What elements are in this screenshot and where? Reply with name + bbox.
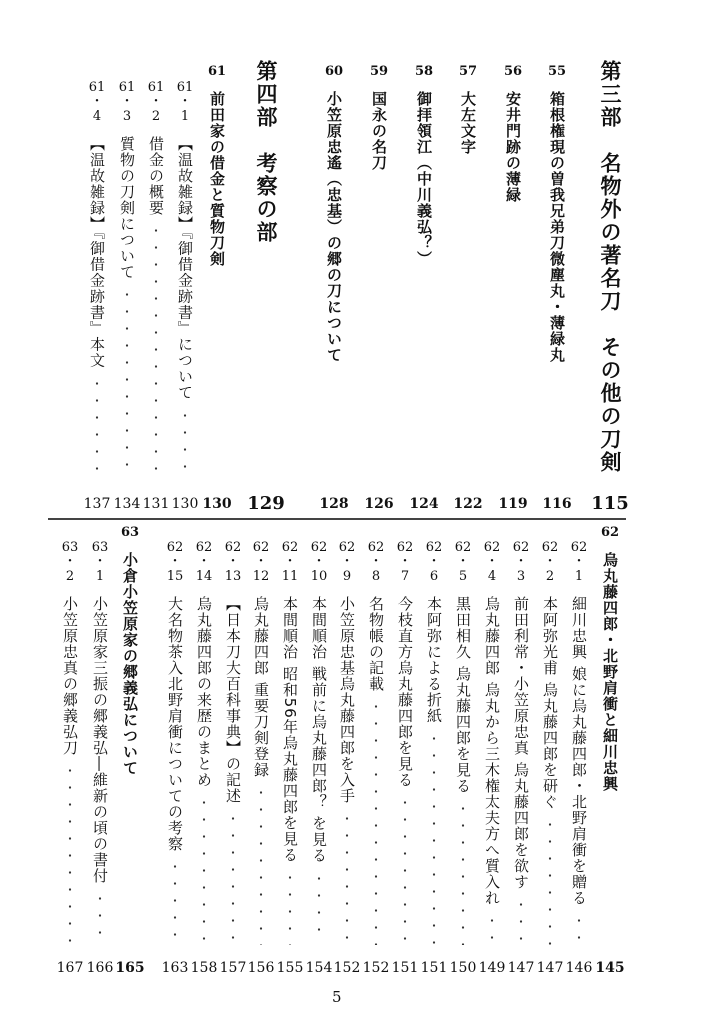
toc-entry[interactable] [142,80,170,478]
entry-number: 62 [454,540,472,555]
entry-number: 62 [310,540,328,555]
toc-entry[interactable] [190,540,218,945]
toc-entry[interactable] [247,540,275,945]
number-separator: ・ [149,94,163,109]
entry-number: 63 [91,540,109,555]
toc-entry[interactable] [391,540,419,945]
entry-title: 【温故雑録】『御借金跡書』本文 [88,136,106,369]
entry-title: 【日本刀大百科事典】の記述 [224,596,242,804]
page-reference: 129 [247,493,285,514]
subsection-number: 6 [429,569,439,584]
entry-number: 58 [414,64,434,79]
page-reference: 122 [453,496,483,512]
toc-entry[interactable] [320,64,348,363]
dot-leader [125,286,129,478]
toc-entry[interactable] [83,80,111,478]
entry-title: 今枝直方烏丸藤四郎を見る [396,596,414,788]
toc-entry[interactable] [410,64,438,267]
entry-number: 62 [252,540,270,555]
subsection-number: 2 [545,569,555,584]
dot-leader [173,858,177,945]
toc-entry[interactable] [536,540,564,945]
page-reference: 157 [219,960,247,976]
entry-number: 57 [458,64,478,79]
dot-leader [403,794,407,945]
page-reference: 158 [190,960,218,976]
subsection-number: 3 [122,109,132,124]
entry-number: 62 [600,525,620,540]
dot-leader [577,912,581,945]
toc-entry[interactable] [499,64,527,203]
dot-leader [519,896,523,945]
entry-number: 62 [483,540,501,555]
entry-title: 名物帳の記載 [367,596,385,692]
subsection-number: 4 [487,569,497,584]
subsection-number: 3 [516,569,526,584]
number-separator: ・ [226,554,240,569]
entry-title: 小笠原忠基烏丸藤四郎を入手 [338,596,356,804]
page-reference: 150 [449,960,477,976]
toc-entry[interactable] [56,540,84,945]
page-reference: 145 [595,960,625,976]
toc-entry[interactable] [252,60,280,244]
page-reference: 116 [542,496,572,512]
toc-entry[interactable] [454,64,482,155]
entry-title: 小笠原家三振の郷義弘―維新の頃の書付 [91,596,109,884]
dot-leader [202,794,206,945]
dot-leader [490,912,494,945]
dot-leader [374,698,378,945]
entry-title: 前田利常・小笠原忠真 烏丸藤四郎を欲す [512,596,530,890]
number-separator: ・ [90,94,104,109]
entry-title: 大名物茶入北野肩衝についての考察 [166,596,184,852]
entry-number: 63 [61,540,79,555]
subsection-number: 12 [252,569,270,584]
entry-title: 小笠原忠遙（忠基）の郷の刀について [325,91,343,363]
toc-entry[interactable] [116,525,144,776]
page-reference: 163 [161,960,189,976]
toc-entry[interactable] [449,540,477,945]
page-reference: 130 [171,496,199,512]
toc-entry[interactable] [333,540,361,945]
number-separator: ・ [340,554,354,569]
entry-title: 箱根権現の曽我兄弟刀微塵丸・薄緑丸 [548,91,566,363]
number-separator: ・ [312,554,326,569]
page-reference: 146 [565,960,593,976]
page-reference: 149 [478,960,506,976]
number-separator: ・ [283,554,297,569]
page-reference: 147 [507,960,535,976]
number-separator: ・ [63,554,77,569]
subsection-number: 9 [342,569,352,584]
entry-title: 前田家の借金と質物刀剣 [208,91,226,267]
toc-entry[interactable] [171,80,199,478]
page-reference: 166 [86,960,114,976]
entry-title: 黒田相久 烏丸藤四郎を見る [454,596,472,794]
number-separator: ・ [369,554,383,569]
entry-title: 大左文字 [459,91,477,155]
subsection-number: 8 [371,569,381,584]
section-divider [48,518,626,520]
entry-number: 55 [547,64,567,79]
entry-title: 烏丸藤四郎 烏丸から三木権太夫方へ質入れ [483,596,501,906]
subsection-number: 2 [65,569,75,584]
subsection-number: 7 [400,569,410,584]
dot-leader [154,222,158,478]
number-separator: ・ [197,554,211,569]
dot-leader [183,407,187,479]
toc-entry[interactable] [596,525,624,792]
subsection-number: 11 [281,569,299,584]
number-separator: ・ [572,554,586,569]
number-separator: ・ [514,554,528,569]
entry-number: 61 [176,80,194,95]
subsection-number: 5 [458,569,468,584]
entry-number: 56 [503,64,523,79]
page-reference: 131 [142,496,170,512]
page-reference: 130 [202,496,232,512]
entry-title: 小倉小笠原家の郷義弘について [121,552,139,776]
entry-number: 61 [147,80,165,95]
page-reference: 147 [536,960,564,976]
entry-title: 本阿弥光甫 烏丸藤四郎を研ぐ [541,596,559,810]
entry-title: 烏丸藤四郎・北野肩衝と細川忠興 [601,552,619,792]
entry-title: 細川忠興 娘に烏丸藤四郎・北野肩衝を贈る [570,596,588,906]
entry-title: 質物の刀剣について [118,136,136,280]
toc-entry[interactable] [276,540,304,945]
entry-title: 本間順治 戦前に烏丸藤四郎？ を見る [310,596,328,864]
entry-title: 本間順治 昭和56年烏丸藤四郎を見る [281,596,299,863]
page-reference: 134 [113,496,141,512]
subsection-number: 2 [151,109,161,124]
entry-number: 60 [324,64,344,79]
page-reference: 152 [333,960,361,976]
toc-entry[interactable] [365,64,393,171]
page-reference: 115 [591,493,629,514]
entry-title: 安井門跡の薄緑 [504,91,522,203]
subsection-number: 4 [92,109,102,124]
entry-title: 国永の名刀 [370,91,388,171]
entry-title: 小笠原忠真の郷義弘刀 [61,596,79,756]
entry-number: 62 [512,540,530,555]
page-reference: 137 [83,496,111,512]
page-reference: 152 [362,960,390,976]
number-separator: ・ [543,554,557,569]
number-separator: ・ [485,554,499,569]
page-reference: 124 [409,496,439,512]
page-reference: 165 [115,960,145,976]
number-separator: ・ [254,554,268,569]
number-separator: ・ [120,94,134,109]
entry-title: 第三部 名物外の著名刀 その他の刀剣 [598,60,622,474]
entry-title: 本阿弥による折紙 [425,596,443,724]
entry-number: 61 [88,80,106,95]
page-reference: 151 [391,960,419,976]
dot-leader [68,762,72,945]
toc-entry[interactable] [203,64,231,267]
dot-leader [317,870,321,945]
subsection-number: 1 [95,569,105,584]
number-separator: ・ [427,554,441,569]
entry-number: 62 [281,540,299,555]
number-separator: ・ [456,554,470,569]
toc-entry[interactable] [543,64,571,363]
number-separator: ・ [168,554,182,569]
toc-entry[interactable] [478,540,506,945]
page-reference: 156 [247,960,275,976]
page-reference: 155 [276,960,304,976]
subsection-number: 1 [180,109,190,124]
entry-number: 62 [570,540,588,555]
toc-entry[interactable] [305,540,333,945]
toc-entry[interactable] [596,60,624,474]
page-number: 5 [332,988,342,1006]
toc-entry[interactable] [86,540,114,945]
number-separator: ・ [398,554,412,569]
page-reference: 154 [305,960,333,976]
entry-title: 烏丸藤四郎 重要刀剣登録 [252,596,270,778]
entry-number: 62 [425,540,443,555]
entry-number: 62 [367,540,385,555]
entry-number: 63 [120,525,140,540]
dot-leader [98,890,102,945]
entry-number: 62 [195,540,213,555]
dot-leader [548,816,552,945]
toc-entry[interactable] [420,540,448,945]
subsection-number: 15 [166,569,184,584]
entry-number: 62 [224,540,242,555]
entry-number: 61 [118,80,136,95]
dot-leader [259,784,263,945]
toc-entry[interactable] [219,540,247,945]
page-reference: 151 [420,960,448,976]
entry-title: 借金の概要 [147,136,165,216]
number-separator: ・ [178,94,192,109]
subsection-number: 1 [574,569,584,584]
entry-title: 第四部 考察の部 [254,60,278,244]
dot-leader [231,810,235,945]
number-separator: ・ [93,554,107,569]
page-reference: 128 [319,496,349,512]
entry-number: 62 [338,540,356,555]
dot-leader [432,730,436,945]
subsection-number: 13 [224,569,242,584]
entry-title: 御拝領江（中川義弘？） [415,91,433,267]
toc-entry[interactable] [565,540,593,945]
toc-entry[interactable] [507,540,535,945]
dot-leader [345,810,349,945]
page-reference: 119 [498,496,528,512]
entry-number: 59 [369,64,389,79]
entry-number: 62 [396,540,414,555]
subsection-number: 14 [195,569,213,584]
dot-leader [461,800,465,945]
toc-entry[interactable] [161,540,189,945]
entry-number: 62 [541,540,559,555]
toc-entry[interactable] [362,540,390,945]
subsection-number: 10 [310,569,328,584]
toc-entry[interactable] [113,80,141,478]
entry-number: 62 [166,540,184,555]
entry-title: 【温故雑録】『御借金跡書』について [176,136,194,401]
page-reference: 126 [364,496,394,512]
dot-leader [95,375,99,479]
entry-number: 61 [207,64,227,79]
entry-title: 烏丸藤四郎の来歴のまとめ [195,596,213,788]
page-reference: 167 [56,960,84,976]
dot-leader [288,869,292,945]
